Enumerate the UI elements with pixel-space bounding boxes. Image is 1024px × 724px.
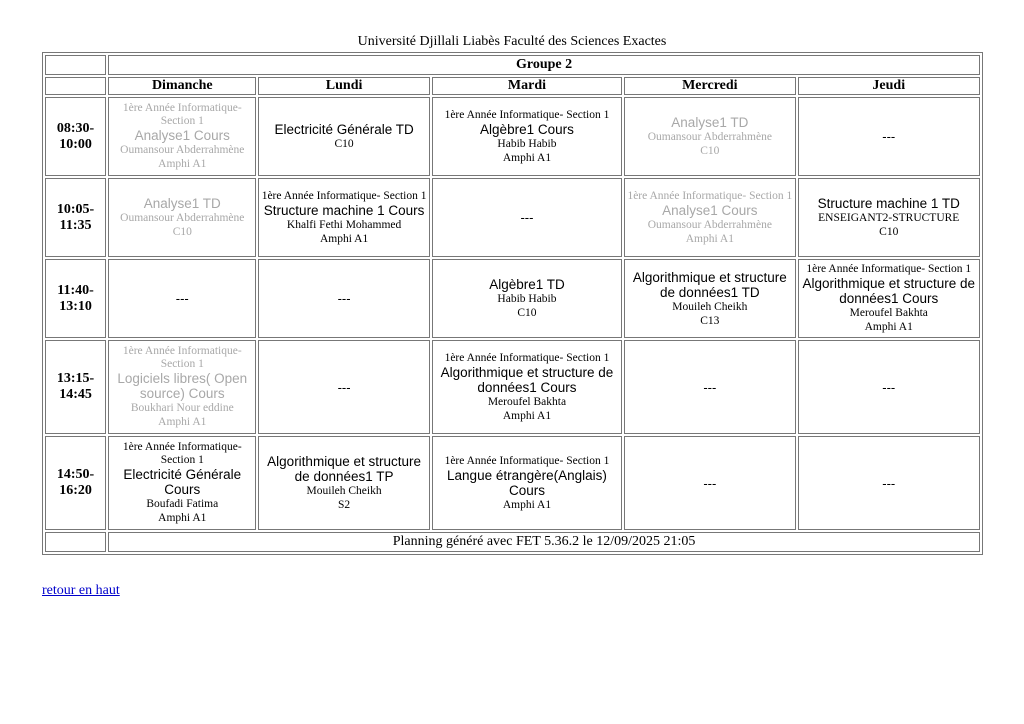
timetable-cell-mardi (432, 259, 622, 338)
timetable-cell-jeudi (798, 436, 981, 530)
time-slot-part: 10:05- (56, 201, 95, 217)
timetable-cell-jeudi (798, 97, 981, 176)
course-room: Amphi A1 (502, 151, 552, 164)
time-slot-part: 16:20 (59, 483, 92, 498)
course-teacher: Khalfi Fethi Mohammed (286, 218, 402, 231)
timetable-cell-dimanche (108, 97, 256, 176)
course-subject: Analyse1 TD (671, 115, 749, 130)
time-slot-row (45, 178, 980, 257)
course-teacher: Boufadi Fatima (146, 498, 219, 510)
day-header-lundi: Lundi (258, 77, 429, 95)
timetable-caption: Université Djillali Liabès Faculté des Sciences Exactes (357, 34, 667, 49)
day-header-mardi: Mardi (432, 77, 622, 95)
course-section: 1ère Année Informatique- Section 1 (444, 108, 610, 121)
empty-slot: --- (520, 210, 534, 225)
course-teacher: Oumansour Abderrahmène (647, 218, 772, 231)
timetable (42, 52, 983, 555)
timetable-cell-mardi (432, 178, 622, 257)
time-slot-row (45, 97, 980, 176)
timetable-cell-lundi (258, 178, 429, 257)
empty-slot: --- (337, 379, 351, 395)
course-teacher: Oumansour Abderrahmène (120, 144, 245, 156)
time-slot-row (45, 340, 980, 434)
course-subject: Analyse1 TD (143, 196, 221, 211)
time-slot-part: 10:00 (59, 136, 92, 152)
course-section: 1ère Année Informatique- Section 1 (122, 345, 242, 370)
course-subject: Langue étrangère(Anglais) Cours (447, 467, 607, 498)
timetable-cell-jeudi (798, 340, 981, 434)
day-header-jeudi: Jeudi (798, 77, 981, 95)
timetable-cell-jeudi (798, 178, 981, 257)
course-room: Amphi A1 (685, 232, 734, 245)
group-header-row (45, 55, 980, 75)
course-subject: Algèbre1 TD (489, 277, 565, 292)
course-section: 1ère Année Informatique- Section 1 (444, 351, 610, 364)
course-subject: Analyse1 Cours (134, 128, 230, 143)
group-title: Groupe 2 (108, 55, 980, 75)
course-subject: Algorithmique et structure de données1 Cours (802, 276, 976, 306)
timetable-cell-mardi (432, 436, 622, 530)
course-teacher: ENSEIGANT2-STRUCTURE (818, 212, 960, 224)
course-room: Amphi A1 (158, 416, 207, 428)
time-slot-label (45, 259, 106, 338)
timetable-cell-lundi (258, 340, 429, 434)
timetable-cell-dimanche (108, 340, 256, 434)
time-slot-part: 11:40- (57, 282, 94, 298)
empty-slot: --- (882, 379, 896, 395)
course-subject: Logiciels libres( Open source) Cours (117, 371, 248, 401)
timetable-cell-mardi (432, 97, 622, 176)
empty-slot: --- (703, 379, 717, 395)
course-room: C10 (172, 226, 192, 238)
course-teacher: Oumansour Abderrahmène (120, 212, 245, 224)
course-room: C10 (700, 145, 720, 157)
time-slot-row (45, 436, 980, 530)
course-room: C10 (879, 226, 899, 238)
timetable-cell-dimanche (108, 259, 256, 338)
course-room: C13 (700, 314, 720, 327)
empty-slot: --- (703, 475, 717, 491)
timetable-cell-lundi (258, 436, 429, 530)
course-room: C10 (517, 307, 537, 319)
course-subject: Algèbre1 Cours (480, 121, 574, 137)
timetable-cell-lundi (258, 97, 429, 176)
course-subject: Analyse1 Cours (662, 202, 758, 218)
course-section: 1ère Année Informatique- Section 1 (122, 441, 242, 466)
course-teacher: Boukhari Nour eddine (130, 402, 234, 414)
course-room: Amphi A1 (158, 158, 207, 170)
generated-note: Planning généré avec FET 5.36.2 le 12/09/2025 21:05 (108, 532, 980, 552)
course-teacher: Mouileh Cheikh (672, 300, 748, 313)
time-slot-part: 14:50- (56, 467, 95, 482)
course-subject: Electricité Générale TD (274, 122, 414, 137)
time-slot-label (45, 436, 106, 530)
course-subject: Algorithmique et structure de données1 TP (267, 454, 421, 484)
corner-cell (45, 77, 106, 95)
course-room: S2 (338, 499, 351, 511)
empty-slot: --- (337, 291, 351, 306)
course-teacher: Oumansour Abderrahmène (647, 131, 772, 143)
course-room: Amphi A1 (158, 512, 207, 524)
timetable-cell-mercredi (624, 436, 795, 530)
course-section: 1ère Année Informatique- Section 1 (444, 454, 610, 467)
time-slot-part: 14:45 (59, 387, 92, 402)
course-subject: Structure machine 1 Cours (263, 202, 425, 218)
timetable-cell-mardi (432, 340, 622, 434)
timetable-cell-mercredi (624, 340, 795, 434)
course-teacher: Habib Habib (497, 137, 557, 150)
time-slot-label (45, 340, 106, 434)
course-section: 1ère Année Informatique- Section 1 (122, 102, 242, 127)
course-subject: Structure machine 1 TD (817, 196, 960, 211)
empty-slot: --- (882, 475, 896, 491)
time-slot-part: 08:30- (56, 120, 95, 136)
course-teacher: Habib Habib (497, 293, 557, 305)
course-teacher: Meroufel Bakhta (849, 307, 928, 319)
time-slot-label (45, 97, 106, 176)
day-header-row (45, 77, 980, 95)
timetable-cell-mercredi (624, 97, 795, 176)
course-subject: Electricité Générale Cours (123, 467, 242, 497)
course-room: Amphi A1 (319, 232, 369, 245)
timetable-cell-dimanche (108, 178, 256, 257)
course-section: 1ère Année Informatique- Section 1 (261, 189, 427, 202)
course-subject: Algorithmique et structure de données1 TD (632, 269, 787, 300)
day-header-mercredi: Mercredi (624, 77, 795, 95)
time-slot-part: 13:10 (59, 298, 92, 314)
course-room: Amphi A1 (864, 321, 913, 333)
course-section: 1ère Année Informatique- Section 1 (806, 263, 972, 275)
course-room: Amphi A1 (502, 409, 552, 422)
day-header-dimanche: Dimanche (108, 77, 256, 95)
course-section: 1ère Année Informatique- Section 1 (627, 189, 793, 202)
timetable-cell-mercredi (624, 259, 795, 338)
course-room: Amphi A1 (502, 498, 552, 511)
timetable-cell-lundi (258, 259, 429, 338)
time-slot-part: 13:15- (56, 371, 95, 386)
course-teacher: Meroufel Bakhta (487, 395, 567, 408)
time-slot-part: 11:35 (59, 217, 92, 233)
time-slot-row (45, 259, 980, 338)
timetable-body (45, 97, 980, 530)
corner-cell (45, 532, 106, 552)
timetable-cell-mercredi (624, 178, 795, 257)
corner-cell (45, 55, 106, 75)
empty-slot: --- (175, 291, 189, 306)
footer-row (45, 532, 980, 552)
timetable-cell-jeudi (798, 259, 981, 338)
back-to-top-link[interactable]: retour en haut (42, 583, 120, 598)
course-subject: Algorithmique et structure de données1 Cours (440, 364, 614, 395)
time-slot-label (45, 178, 106, 257)
empty-slot: --- (882, 129, 896, 144)
course-teacher: Mouileh Cheikh (306, 485, 382, 497)
timetable-cell-dimanche (108, 436, 256, 530)
course-room: C10 (334, 138, 354, 150)
